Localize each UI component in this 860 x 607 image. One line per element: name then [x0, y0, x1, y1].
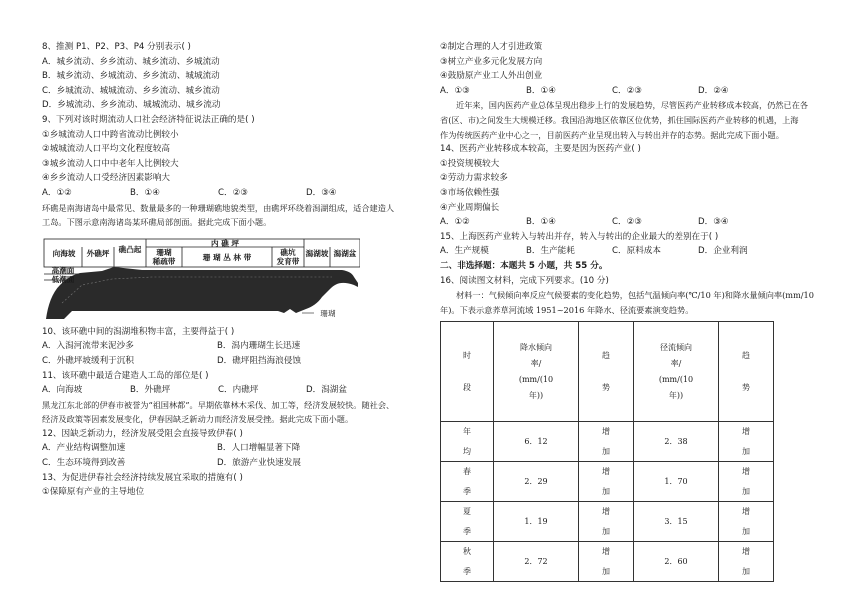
reef-label-seaward-slope: 向海坡: [52, 248, 76, 258]
q11-option-c: C．内礁坪: [218, 385, 259, 396]
q9-option-b: B．①④: [130, 187, 160, 198]
q15-option-a: A．生产规模: [440, 246, 489, 257]
q14-stem: 14、医药产业转移成本较高，主要是因为医药产业( ): [440, 144, 641, 155]
q15-option-b: B．生产能耗: [526, 246, 575, 257]
table-row: [441, 542, 774, 582]
table-row: [441, 462, 774, 502]
q8-option-c: C．乡城流动、城城流动、乡乡流动、城乡流动: [42, 85, 220, 96]
table-cell: 2．29: [494, 462, 579, 502]
table-cell: 秋 季: [441, 542, 494, 582]
q13-statement-2: ②制定合理的人才引进政策: [440, 42, 543, 52]
q15-options: [440, 244, 840, 259]
table-row: [441, 422, 774, 462]
table-header-cell: 降水倾向 率/ (mm/(10 年)): [494, 322, 579, 422]
material-pharma-line: 近年来，国内医药产业总体呈现出稳步上行的发展趋势，尽管医药产业转移成本较高，仍然已在各: [456, 100, 809, 111]
q15-option-c: C．原料成本: [612, 246, 661, 257]
reef-label-inner-flat: 内 礁 坪: [210, 238, 240, 248]
reef-label-pit-zone: 礁坑 发育带: [276, 247, 300, 266]
q12-option-b: B．人口增幅显著下降: [217, 443, 301, 454]
table-cell: 2．38: [634, 422, 719, 462]
material-pharma-line: 省(区、市)之间发生大规模迁移。我国沿海地区依靠区位优势，抓住国际医药产业转移的机遇，上海: [440, 114, 799, 125]
material-yichun-line: 黑龙江东北部的伊春市被誉为“祖国林都”。早期依靠林木采伐、加工等，经济发展较快。随社会、: [42, 399, 395, 410]
table-header-cell: 时 段: [441, 322, 494, 422]
table-cell: 3．15: [634, 502, 719, 542]
material-yichun-line: 经济及政策等因素发展变化，伊春因缺乏新动力而经济发展受挫。据此完成下面小题。: [42, 414, 354, 425]
table-header-cell: 趋 势: [719, 322, 774, 422]
q8-stem: 8、推测 P1、P2、P3、P4 分别表示( ): [42, 42, 191, 52]
q11-options: [42, 383, 420, 398]
q12-options-row-2: [42, 456, 420, 471]
q8-option-b: B．城乡流动、乡城流动、乡乡流动、城城流动: [42, 71, 220, 82]
table-cell: 夏 季: [441, 502, 494, 542]
q16-material-line: 材料一：气候倾向率反应气候要素的变化趋势，包括气温倾向率(℃/10 年)和降水量倾向率(mm/10: [456, 290, 814, 301]
q10-option-c: C．外礁坪坡缓利于沉积: [42, 355, 134, 366]
q9-option-d: D．③④: [306, 187, 337, 198]
q14-option-a: A．①②: [440, 217, 470, 228]
q16-stem: 16、阅读图文材料，完成下列要求。(10 分): [440, 275, 609, 286]
q14-statement-1: ①投资规模较大: [440, 158, 500, 169]
table-cell: 增 加: [719, 462, 774, 502]
q13-option-a: A．①③: [440, 85, 470, 96]
q13-statement-4: ④鼓励原产业工人外出创业: [440, 71, 543, 82]
q11-option-d: D．潟湖盆: [306, 385, 347, 396]
q10-option-a: A．入潟河流带来泥沙多: [42, 341, 134, 352]
q16-material: [440, 288, 840, 317]
q16-material-line: 年)。下表示意荞草河流域 1951~2016 年降水、径流要素演变趋势。: [440, 304, 694, 315]
q14-option-b: B．①④: [526, 217, 556, 228]
precipitation-runoff-table: [440, 321, 774, 582]
material-pharma: [440, 98, 840, 142]
q13-statement-3: ③树立产业多元化发展方向: [440, 56, 543, 67]
right-column: [440, 40, 840, 582]
table-cell: 1．70: [634, 462, 719, 502]
section-heading: 二、非选择题：本题共 5 小题，共 55 分。: [440, 260, 608, 271]
table-cell: 增 加: [719, 422, 774, 462]
q14-option-c: C．②③: [612, 217, 643, 228]
material-yichun: [42, 398, 420, 427]
table-cell: 6．12: [494, 422, 579, 462]
q10-options-row-1: [42, 339, 420, 354]
reef-label-coral-forest: 珊 瑚 丛 林 带: [202, 252, 252, 262]
reef-label-sparse-coral: 珊瑚 稀疏带: [152, 247, 176, 266]
q12-option-c: C．生态环境得到改善: [42, 458, 126, 469]
q14-options: [440, 215, 840, 230]
q14-statement-2: ②劳动力需求较多: [440, 173, 508, 184]
material-pharma-line: 作为传统医药产业中心之一，目前医药产业呈现出转入与转出并存的态势。据此完成下面小题。: [440, 129, 784, 140]
q13-option-b: B．①④: [526, 85, 556, 96]
q9-option-c: C．②③: [218, 187, 249, 198]
table-cell: 年 均: [441, 422, 494, 462]
table-cell: 增 加: [579, 462, 634, 502]
q12-stem: 12、因缺乏新动力，经济发展受阻会直接导致伊春( ): [42, 428, 243, 439]
table-cell: 增 加: [719, 542, 774, 582]
q14-option-d: D．③④: [698, 217, 729, 228]
q9-stem: 9、下列对该时期流动人口社会经济特征说法正确的是( ): [42, 114, 255, 125]
reef-label-high-tide: 高潮面: [51, 265, 75, 275]
q9-statement-1: ①乡城流动人口中跨省流动比例较小: [42, 129, 179, 140]
table-cell: 增 加: [579, 502, 634, 542]
table-cell: 2．72: [494, 542, 579, 582]
q13-options: [440, 84, 840, 99]
reef-label-lagoon-slope: 潟湖坡: [305, 248, 329, 258]
q11-option-b: B．外礁坪: [130, 385, 171, 396]
reef-label-reef-rise: 礁凸起: [118, 244, 142, 254]
q13-stem: 13、为促进伊春社会经济持续发展宜采取的措施有( ): [42, 472, 243, 483]
reef-profile-diagram: [42, 233, 360, 319]
q13-option-c: C．②③: [612, 85, 643, 96]
reef-label-lagoon-basin: 潟湖盆: [333, 248, 357, 258]
q10-stem: 10、该环礁中间的潟湖堆积物丰富，主要得益于( ): [42, 326, 235, 337]
q11-option-a: A．向海坡: [42, 385, 83, 396]
q15-stem: 15、上海医药产业转入与转出并存，转入与转出的企业最大的差别在于( ): [440, 231, 719, 242]
q8-option-a: A．城乡流动、乡乡流动、城乡流动、乡城流动: [42, 56, 220, 67]
q9-option-a: A．①②: [42, 187, 72, 198]
q14-statement-3: ③市场依赖性强: [440, 187, 500, 198]
table-header-row: [441, 322, 774, 422]
q14-statement-4: ④产业周期偏长: [440, 202, 500, 213]
table-cell: 增 加: [719, 502, 774, 542]
table-cell: 增 加: [579, 422, 634, 462]
q10-option-d: D．礁坪阻挡海浪侵蚀: [217, 355, 301, 366]
table-header-cell: 径流倾向 率/ (mm/(10 年)): [634, 322, 719, 422]
q8-option-d: D．乡城流动、乡乡流动、城城流动、城乡流动: [42, 100, 221, 111]
q9-statement-2: ②城城流动人口平均文化程度较高: [42, 144, 171, 155]
reef-label-coral: 珊瑚: [320, 308, 336, 318]
reef-label-outer-flat: 外礁坪: [86, 248, 110, 258]
table-row: [441, 502, 774, 542]
q12-options-row-1: [42, 441, 420, 456]
table-header-cell: 趋 势: [579, 322, 634, 422]
q13-option-d: D．②④: [698, 85, 729, 96]
reef-label-low-tide: 低潮面: [51, 274, 75, 284]
material-reef-line: 工岛。下图示意南海诸岛某环礁局部剖面。据此完成下面小题。: [42, 217, 272, 228]
table-cell: 增 加: [579, 542, 634, 582]
q9-statement-3: ③城乡流动人口中中老年人比例较大: [42, 158, 179, 169]
q12-option-a: A．产业结构调整加速: [42, 443, 126, 454]
q10-option-b: B．潟内珊瑚生长迅速: [217, 341, 301, 352]
table-cell: 1．19: [494, 502, 579, 542]
q10-options-row-2: [42, 354, 420, 369]
q11-stem: 11、该环礁中最适合建造人工岛的部位是( ): [42, 370, 209, 381]
material-reef-line: 环礁是南海诸岛中最常见、数量最多的一种珊瑚礁地貌类型，由礁坪环绕着潟湖组成，适合建造人: [42, 202, 395, 213]
left-column: [42, 40, 420, 500]
table-cell: 春 季: [441, 462, 494, 502]
q9-options: [42, 186, 420, 201]
q15-option-d: D．企业利润: [698, 246, 748, 257]
q9-statement-4: ④乡乡流动人口受经济因素影响大: [42, 173, 171, 184]
table-cell: 2．60: [634, 542, 719, 582]
q13-statement-1: ①保障原有产业的主导地位: [42, 487, 145, 498]
q12-option-d: D．旅游产业快速发展: [217, 458, 301, 469]
material-reef: [42, 201, 420, 230]
